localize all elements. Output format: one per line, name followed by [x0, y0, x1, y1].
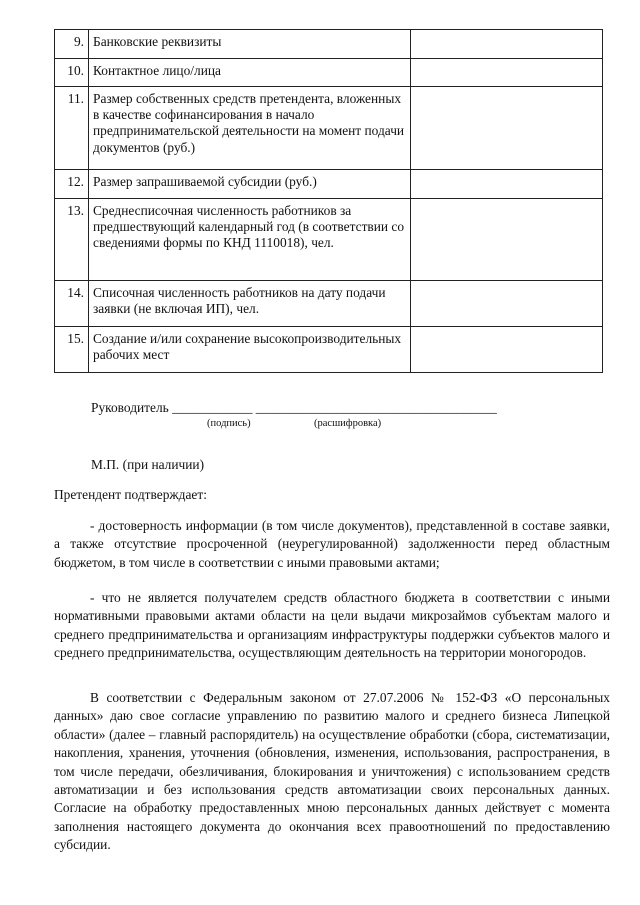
row-label: Размер собственных средств претендента, вложенных в качестве софинансирования в начало предпринимательской деятельности на момент подачи документов (руб.) — [89, 87, 411, 170]
row-number: 9. — [55, 30, 89, 59]
row-number: 15. — [55, 327, 89, 373]
row-label: Контактное лицо/лица — [89, 59, 411, 87]
row-value-cell — [411, 327, 603, 373]
table-row — [55, 199, 603, 281]
table-row — [55, 281, 603, 327]
stamp-line: М.П. (при наличии) — [91, 457, 205, 472]
row-label: Среднесписочная численность работников за предшествующий календарный год (в соответствии со сведениями формы по КНД 1110018), чел. — [89, 199, 411, 281]
signature-captions — [91, 416, 611, 430]
row-label: Списочная численность работников на дату подачи заявки (не включая ИП), чел. — [89, 281, 411, 327]
confirm-paragraph-reliability: - достоверность информации (в том числе документов), представленной в составе заявки, а также отсутствие просроченной (неурегулированной) задолженности перед областным бюджетом, в том числе в соответствии с иными правовыми актами; — [54, 518, 610, 570]
signature-caption: (подпись) — [207, 418, 251, 429]
table-row — [55, 170, 603, 199]
decoding-caption: (расшифровка) — [314, 418, 382, 429]
table-row — [55, 30, 603, 59]
row-value-cell — [411, 87, 603, 170]
row-value-cell — [411, 59, 603, 87]
row-value-cell — [411, 170, 603, 199]
confirm-paragraph-not-recipient: - что не является получателем средств областного бюджета в соответствии с иными нормативными правовыми актами области на цели выдачи микрозаймов субъектам малого и среднего предпринимательства и организациям инфраструктуры поддержки субъектов малого и среднего предпринимательства, осуществляющим деятельность на территории моногородов. — [54, 590, 610, 661]
row-number: 12. — [55, 170, 89, 199]
row-label: Банковские реквизиты — [89, 30, 411, 59]
row-number: 13. — [55, 199, 89, 281]
row-number: 11. — [55, 87, 89, 170]
row-number: 14. — [55, 281, 89, 327]
table-row — [55, 59, 603, 87]
row-label: Создание и/или сохранение высокопроизводительных рабочих мест — [89, 327, 411, 373]
signature-block — [91, 400, 611, 430]
row-number: 10. — [55, 59, 89, 87]
row-value-cell — [411, 30, 603, 59]
personal-data-consent-paragraph: В соответствии с Федеральным законом от 27.07.2006 № 152-ФЗ «О персональных данных» даю свое согласие управлению по развитию малого и среднего бизнеса Липецкой области» (далее – главный распорядитель) на осуществление обработки (сбора, систематизации, накопления, хранения, уточнения (обновления, изменения, использования, распространения, в том числе передачи, обезличивания, блокирования и уничтожения) с использованием средств автоматизации и без использования средств автоматизации своих персональных данных. Согласие на обработку предоставленных мною персональных данных действует с момента заполнения настоящего документа до окончания всех правоотношений по предоставлению субсидии. — [54, 690, 610, 853]
table-row — [55, 327, 603, 373]
application-form-table — [54, 29, 603, 373]
confirm-heading: Претендент подтверждает: — [54, 487, 207, 502]
row-value-cell — [411, 199, 603, 281]
row-label: Размер запрашиваемой субсидии (руб.) — [89, 170, 411, 199]
table-row — [55, 87, 603, 170]
signature-line: Руководитель ____________ ____________________________________ — [91, 400, 497, 415]
row-value-cell — [411, 281, 603, 327]
